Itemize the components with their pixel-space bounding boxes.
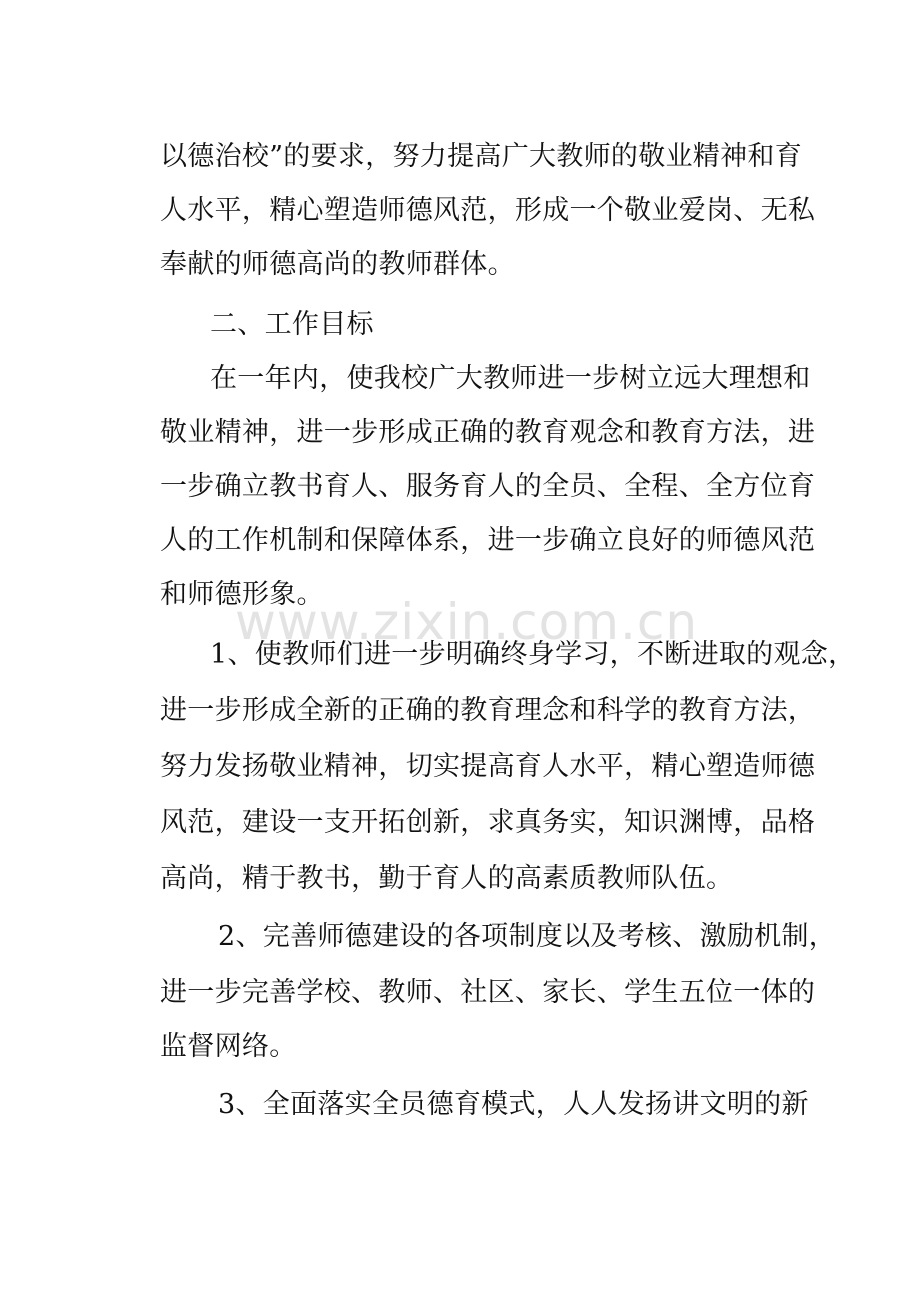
item1-line-5: 高尚，精于教书，勤于育人的高素质教师队伍。	[160, 863, 734, 894]
intro-line-2: 人水平，精心塑造师德风范，形成一个敬业爱岗、无私	[160, 195, 816, 226]
watermark-text: www.zixin.com.cn	[235, 593, 699, 651]
item1-line-4: 风范，建设一支开拓创新，求真务实，知识渊博，品格	[160, 807, 816, 838]
intro-line-3: 奉献的师德高尚的教师群体。	[160, 249, 515, 280]
section-heading: 二、工作目标	[210, 309, 374, 340]
item2-line-1: 2、完善师德建设的各项制度以及考核、激励机制，	[218, 921, 837, 952]
item2-line-2: 进一步完善学校、教师、社区、家长、学生五位一体的	[160, 977, 816, 1008]
goal-line-1: 在一年内，使我校广大教师进一步树立远大理想和	[210, 363, 811, 394]
goal-line-2: 敬业精神，进一步形成正确的教育观念和教育方法，进	[160, 417, 816, 448]
item3-line-1: 3、全面落实全员德育模式，人人发扬讲文明的新	[218, 1089, 809, 1120]
item2-line-3: 监督网络。	[160, 1031, 297, 1062]
item1-line-3: 努力发扬敬业精神，切实提高育人水平，精心塑造师德	[160, 751, 816, 782]
goal-line-5: 和师德形象。	[160, 579, 324, 610]
goal-line-4: 人的工作机制和保障体系，进一步确立良好的师德风范	[160, 525, 816, 556]
item1-line-1: 1、使教师们进一步明确终身学习，不断进取的观念，	[210, 639, 856, 670]
goal-line-3: 一步确立教书育人、服务育人的全员、全程、全方位育	[160, 471, 816, 502]
item1-line-2: 进一步形成全新的正确的教育理念和科学的教育方法，	[160, 695, 816, 726]
intro-line-1: 以德治校”的要求，努力提高广大教师的敬业精神和育	[160, 141, 803, 172]
